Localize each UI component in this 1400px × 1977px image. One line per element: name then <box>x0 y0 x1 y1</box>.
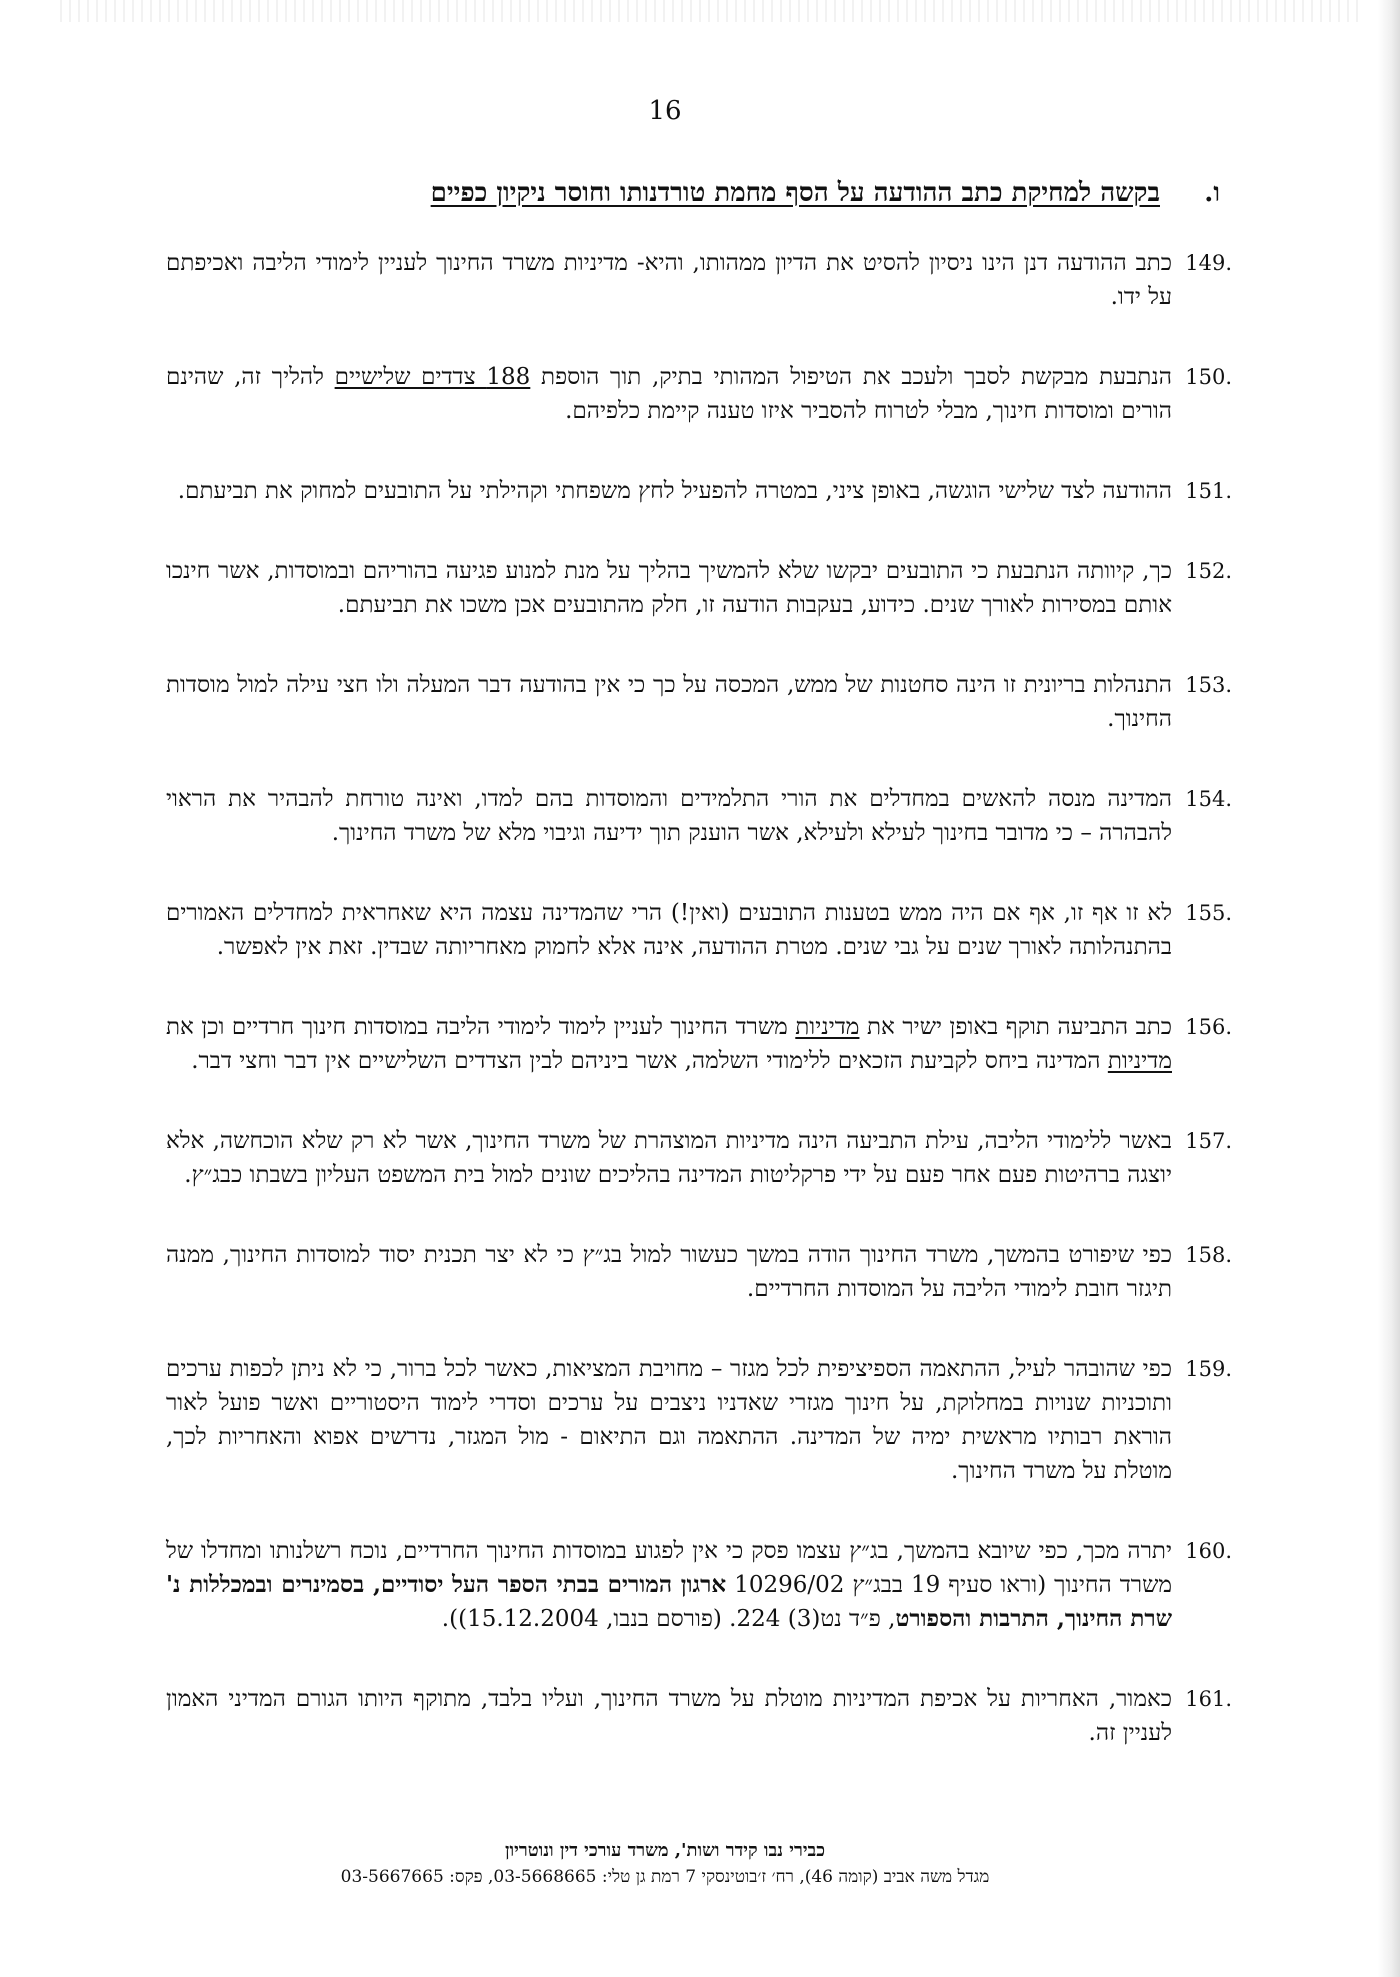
underlined-text: מדיניות <box>795 1014 860 1040</box>
paragraph-item <box>166 782 1232 850</box>
paragraph-item <box>166 1124 1232 1192</box>
paragraph-number: .159 <box>1185 1357 1232 1381</box>
paragraph-number: .150 <box>1185 365 1232 389</box>
paragraph-number: .157 <box>1185 1129 1232 1153</box>
underlined-text: 188 צדדים שלישיים <box>334 364 531 390</box>
paragraph-text <box>166 360 1172 428</box>
paragraph-list <box>166 246 1232 1796</box>
paragraph-number: .151 <box>1185 479 1232 503</box>
paragraph-text <box>166 554 1172 622</box>
paragraph-item <box>166 1352 1232 1488</box>
text-run: להליך זה, שהינם הורים ומוסדות חינוך, מבלי לטרוח להסביר איזו טענה קיימת כלפיהם. <box>166 364 1172 424</box>
paragraph-item <box>166 554 1232 622</box>
paragraph-number: .155 <box>1185 901 1232 925</box>
footer <box>0 1838 1330 1890</box>
text-run: כפי שיפורט בהמשך, משרד החינוך הודה במשך כעשור למול בג״ץ כי לא יצר תכנית יסוד למוסדות החינוך, ממנה תיגזר חובת לימודי הליבה על המוסדות החרדיים. <box>166 1242 1172 1302</box>
paragraph-item <box>166 246 1232 314</box>
paragraph-text <box>166 668 1172 736</box>
paragraph-text <box>166 1124 1172 1192</box>
paragraph-item <box>166 1010 1232 1078</box>
text-run: כאמור, האחריות על אכיפת המדיניות מוטלת על משרד החינוך, ועליו בלבד, מתוקף היותו הגורם המדיני האמון לעניין זה. <box>166 1686 1172 1746</box>
paragraph-item <box>166 1238 1232 1306</box>
paragraph-text <box>166 1238 1172 1306</box>
paragraph-text <box>166 1010 1172 1078</box>
scan-artifact-top <box>60 0 1360 22</box>
paragraph-item <box>166 474 1232 508</box>
text-run: התנהלות בריונית זו הינה סחטנות של ממש, המכסה על כך כי אין בהודעה דבר המעלה ולו חצי עילה למול מוסדות החינוך. <box>166 672 1172 732</box>
paragraph-text <box>166 246 1172 314</box>
text-run: , פ״ד נט(3) 224. (פורסם בנבו, 15.12.2004)). <box>441 1606 896 1632</box>
section-heading <box>170 178 1220 208</box>
section-number: ו. <box>1204 178 1220 208</box>
text-run: כך, קיוותה הנתבעת כי התובעים יבקשו שלא להמשיך בהליך על מנת למנוע פגיעה בהוריהם ובמוסדות, אשר חינכו אותם במסירות לאורך שנים. כידוע, בעקבות הודעה זו, חלק מהתובעים אכן משכו את תביעתם. <box>166 558 1172 618</box>
page-number: 16 <box>648 96 682 126</box>
paragraph-text <box>166 1352 1172 1488</box>
paragraph-text <box>166 1534 1172 1636</box>
text-run: כפי שהובהר לעיל, ההתאמה הספיציפית לכל מגזר – מחויבת המציאות, כאשר לכל ברור, כי לא ניתן לכפות ערכים ותוכניות שנויות במחלוקת, על חינוך מגזרי שאדניו ניצבים על ערכים וסדרי לימוד היסטוריים ואשר פועל לאור הוראת רבותיו מראשית ימיה של המדינה. ההתאמה וגם התיאום - מול המגזר, נדרשים אפוא והאחריות לכך, מוטלת על משרד החינוך. <box>166 1356 1172 1484</box>
paragraph-item <box>166 896 1232 964</box>
bold-citation: ארגון המורים בבתי הספר העל יסודיים, בסמינרים ובמכללות נ' שרת החינוך, התרבות והספורט <box>166 1571 1172 1632</box>
text-run: ההודעה לצד שלישי הוגשה, באופן ציני, במטרה להפעיל לחץ משפחתי וקהילתי על התובעים למחוק את תביעתם. <box>177 478 1172 504</box>
section-title: בקשה למחיקת כתב ההודעה על הסף מחמת טורדנותו וחוסר ניקיון כפיים <box>430 178 1160 208</box>
paragraph-number: .160 <box>1185 1539 1232 1563</box>
paragraph-number: .149 <box>1185 251 1232 275</box>
footer-firm-name: כבירי נבו קידר ושות', משרד עורכי דין ונוטריון <box>504 1840 826 1861</box>
text-run: המדינה מנסה להאשים במחדלים את הורי התלמידים והמוסדות בהם למדו, ואינה טורחת להבהיר את הראוי להבהרה – כי מדובר בחינוך לעילא ולעילא, אשר הוענק תוך ידיעה וגיבוי מלא של משרד החינוך. <box>166 786 1172 846</box>
paragraph-item <box>166 1534 1232 1636</box>
paragraph-number: .152 <box>1185 559 1232 583</box>
paragraph-item <box>166 360 1232 428</box>
paragraph-number: .154 <box>1185 787 1232 811</box>
text-run: כתב התביעה תוקף באופן ישיר את <box>859 1014 1172 1040</box>
paragraph-number: .158 <box>1185 1243 1232 1267</box>
paragraph-number: .153 <box>1185 673 1232 697</box>
text-run: משרד החינוך לעניין לימוד לימודי הליבה במוסדות חינוך חרדיים וכן את <box>166 1014 796 1040</box>
text-run: לא זו אף זו, אף אם היה ממש בטענות התובעים (ואין!) הרי שהמדינה עצמה היא שאחראית למחדלים האמורים בהתנהלותה לאורך שנים על גבי שנים. מטרת ההודעה, אינה אלא לחמוק מאחריותה שבדין. זאת אין לאפשר. <box>166 900 1172 960</box>
footer-address: מגדל משה אביב (קומה 46), רח׳ ז׳בוטינסקי 7 רמת גן טלי: 03-5668665, פקס: 03-5667665 <box>340 1867 990 1887</box>
scan-artifact-edge <box>1378 0 1400 1977</box>
paragraph-text <box>166 1682 1172 1750</box>
paragraph-item <box>166 1682 1232 1750</box>
paragraph-number: .161 <box>1185 1687 1232 1711</box>
paragraph-text <box>166 474 1172 508</box>
paragraph-text <box>166 782 1172 850</box>
paragraph-text <box>166 896 1172 964</box>
text-run: יתרה מכך, כפי שיובא בהמשך, בג״ץ עצמו פסק כי אין לפגוע במוסדות החינוך החרדיים, נוכח רשלנותו ומחדלו של משרד החינוך (וראו סעיף 19 בבג״ץ 10296/02 <box>166 1538 1173 1598</box>
text-run: כתב ההודעה דנן הינו ניסיון להסיט את הדיון ממהותו, והיא- מדיניות משרד החינוך לעניין לימודי הליבה ואכיפתם על ידו. <box>166 250 1172 310</box>
text-run: המדינה ביחס לקביעת הזכאים ללימודי השלמה, אשר ביניהם לבין הצדדים השלישיים אין דבר וחצי דבר. <box>191 1048 1108 1074</box>
paragraph-item <box>166 668 1232 736</box>
paragraph-number: .156 <box>1185 1015 1232 1039</box>
text-run: הנתבעת מבקשת לסבך ולעכב את הטיפול המהותי בתיק, תוך הוספת <box>530 364 1172 390</box>
text-run: באשר ללימודי הליבה, עילת התביעה הינה מדיניות המוצהרת של משרד החינוך, אשר לא רק שלא הוכחשה, אלא יוצגה ברהיטות פעם אחר פעם על ידי פרקליטות המדינה בהליכים שונים למול בית המשפט העליון בשבתו כבג״ץ. <box>166 1128 1172 1188</box>
underlined-text: מדיניות <box>1107 1048 1172 1074</box>
